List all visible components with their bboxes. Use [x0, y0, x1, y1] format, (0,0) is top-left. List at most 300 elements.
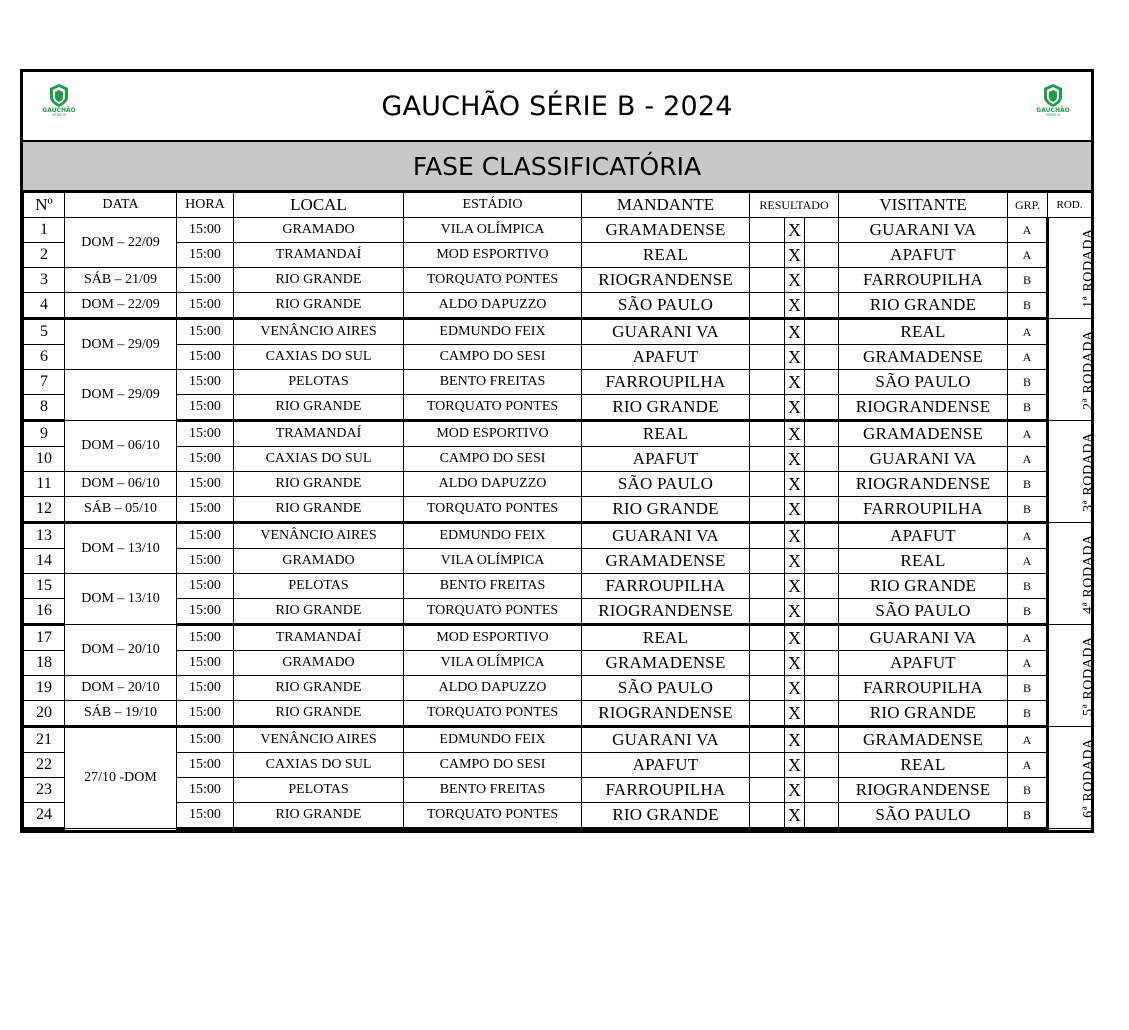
home-team: APAFUT — [582, 345, 750, 370]
home-score — [750, 676, 785, 701]
away-score — [805, 574, 839, 599]
away-team: RIO GRANDE — [839, 293, 1008, 319]
logo-subtext: SÉRIE B — [1046, 113, 1060, 117]
game-stadium: BENTO FREITAS — [404, 574, 582, 599]
home-score — [750, 727, 785, 753]
home-team: GRAMADENSE — [582, 218, 750, 243]
home-team: APAFUT — [582, 447, 750, 472]
shield-logo-icon — [37, 82, 81, 116]
home-team: GUARANI VA — [582, 319, 750, 345]
home-team: GRAMADENSE — [582, 549, 750, 574]
phase-banner — [23, 142, 1091, 192]
game-group: B — [1008, 395, 1048, 421]
home-score — [750, 625, 785, 651]
home-team: SÃO PAULO — [582, 676, 750, 701]
away-score — [805, 497, 839, 523]
away-team: RIO GRANDE — [839, 574, 1008, 599]
table-row — [24, 447, 1092, 472]
game-city: PELOTAS — [234, 370, 404, 395]
away-team: REAL — [839, 753, 1008, 778]
game-date: 27/10 -DOM — [65, 727, 177, 829]
away-team: APAFUT — [839, 243, 1008, 268]
game-number: 18 — [24, 651, 65, 676]
game-group: A — [1008, 523, 1048, 549]
round-cell — [1048, 218, 1096, 319]
home-score — [750, 753, 785, 778]
game-city: GRAMADO — [234, 218, 404, 243]
game-date: DOM – 29/09 — [65, 319, 177, 370]
game-date: DOM – 13/10 — [65, 523, 177, 574]
game-time: 15:00 — [177, 523, 234, 549]
result-separator: X — [785, 727, 805, 753]
game-group: A — [1008, 727, 1048, 753]
away-team: SÃO PAULO — [839, 599, 1008, 625]
game-city: RIO GRANDE — [234, 497, 404, 523]
game-stadium: TORQUATO PONTES — [404, 701, 582, 727]
table-row — [24, 574, 1092, 599]
away-team: GUARANI VA — [839, 625, 1008, 651]
game-number: 7 — [24, 370, 65, 395]
game-city: CAXIAS DO SUL — [234, 345, 404, 370]
home-score — [750, 599, 785, 625]
result-separator: X — [785, 293, 805, 319]
col-header-hora: HORA — [177, 193, 234, 218]
home-score — [750, 293, 785, 319]
result-separator: X — [785, 421, 805, 447]
table-row — [24, 293, 1092, 319]
table-row — [24, 778, 1092, 803]
game-group: B — [1008, 370, 1048, 395]
home-team: RIOGRANDENSE — [582, 599, 750, 625]
table-row — [24, 345, 1092, 370]
home-team: REAL — [582, 625, 750, 651]
game-stadium: TORQUATO PONTES — [404, 268, 582, 293]
game-number: 21 — [24, 727, 65, 753]
result-separator: X — [785, 599, 805, 625]
home-team: REAL — [582, 421, 750, 447]
table-row — [24, 497, 1092, 523]
game-group: B — [1008, 599, 1048, 625]
game-group: B — [1008, 293, 1048, 319]
game-city: RIO GRANDE — [234, 701, 404, 727]
game-number: 8 — [24, 395, 65, 421]
game-city: CAXIAS DO SUL — [234, 447, 404, 472]
game-number: 6 — [24, 345, 65, 370]
away-score — [805, 293, 839, 319]
game-stadium: CAMPO DO SESI — [404, 345, 582, 370]
game-group: A — [1008, 651, 1048, 676]
game-group: B — [1008, 497, 1048, 523]
result-separator: X — [785, 625, 805, 651]
away-score — [805, 472, 839, 497]
game-stadium: EDMUNDO FEIX — [404, 727, 582, 753]
result-separator: X — [785, 472, 805, 497]
away-team: FARROUPILHA — [839, 497, 1008, 523]
home-score — [750, 218, 785, 243]
gauchao-logo-left — [37, 82, 81, 116]
game-city: GRAMADO — [234, 651, 404, 676]
game-city: TRAMANDAÍ — [234, 625, 404, 651]
game-stadium: VILA OLÍMPICA — [404, 549, 582, 574]
home-score — [750, 523, 785, 549]
away-score — [805, 395, 839, 421]
game-group: B — [1008, 778, 1048, 803]
game-number: 24 — [24, 803, 65, 829]
game-city: RIO GRANDE — [234, 268, 404, 293]
home-score — [750, 472, 785, 497]
game-number: 1 — [24, 218, 65, 243]
away-team: GRAMADENSE — [839, 727, 1008, 753]
col-header-local: LOCAL — [234, 193, 404, 218]
game-city: GRAMADO — [234, 549, 404, 574]
home-score — [750, 421, 785, 447]
game-stadium: TORQUATO PONTES — [404, 803, 582, 829]
round-label: 3ª RODADA — [1080, 431, 1096, 512]
away-team: RIOGRANDENSE — [839, 778, 1008, 803]
home-score — [750, 345, 785, 370]
game-group: A — [1008, 421, 1048, 447]
away-score — [805, 676, 839, 701]
game-group: A — [1008, 319, 1048, 345]
game-date: DOM – 06/10 — [65, 421, 177, 472]
table-row — [24, 701, 1092, 727]
game-stadium: TORQUATO PONTES — [404, 599, 582, 625]
game-time: 15:00 — [177, 472, 234, 497]
game-city: RIO GRANDE — [234, 472, 404, 497]
home-team: RIO GRANDE — [582, 497, 750, 523]
result-separator: X — [785, 523, 805, 549]
game-group: A — [1008, 218, 1048, 243]
game-time: 15:00 — [177, 778, 234, 803]
game-group: A — [1008, 625, 1048, 651]
game-stadium: MOD ESPORTIVO — [404, 625, 582, 651]
game-stadium: VILA OLÍMPICA — [404, 218, 582, 243]
game-time: 15:00 — [177, 243, 234, 268]
game-number: 5 — [24, 319, 65, 345]
schedule-sheet — [20, 69, 1094, 833]
game-group: B — [1008, 676, 1048, 701]
game-number: 2 — [24, 243, 65, 268]
table-header-row — [24, 193, 1092, 218]
game-date: SÁB – 21/09 — [65, 268, 177, 293]
game-stadium: ALDO DAPUZZO — [404, 293, 582, 319]
game-time: 15:00 — [177, 701, 234, 727]
col-header-num: Nº — [24, 193, 65, 218]
game-time: 15:00 — [177, 651, 234, 676]
game-date: DOM – 06/10 — [65, 472, 177, 497]
game-stadium: ALDO DAPUZZO — [404, 472, 582, 497]
table-row — [24, 268, 1092, 293]
game-stadium: MOD ESPORTIVO — [404, 421, 582, 447]
away-team: GUARANI VA — [839, 218, 1008, 243]
table-row — [24, 727, 1092, 753]
away-team: FARROUPILHA — [839, 676, 1008, 701]
result-separator: X — [785, 447, 805, 472]
away-score — [805, 370, 839, 395]
away-team: RIO GRANDE — [839, 701, 1008, 727]
away-score — [805, 243, 839, 268]
game-time: 15:00 — [177, 803, 234, 829]
away-score — [805, 447, 839, 472]
away-team: REAL — [839, 319, 1008, 345]
result-separator: X — [785, 345, 805, 370]
game-group: B — [1008, 574, 1048, 599]
game-city: PELOTAS — [234, 778, 404, 803]
game-number: 17 — [24, 625, 65, 651]
away-team: RIOGRANDENSE — [839, 472, 1008, 497]
home-team: RIO GRANDE — [582, 395, 750, 421]
game-stadium: BENTO FREITAS — [404, 778, 582, 803]
game-time: 15:00 — [177, 421, 234, 447]
away-score — [805, 319, 839, 345]
result-separator: X — [785, 370, 805, 395]
game-time: 15:00 — [177, 447, 234, 472]
schedule-table — [23, 192, 1096, 830]
game-time: 15:00 — [177, 268, 234, 293]
game-time: 15:00 — [177, 345, 234, 370]
col-header-mandante: MANDANTE — [582, 193, 750, 218]
away-score — [805, 625, 839, 651]
result-separator: X — [785, 497, 805, 523]
home-team: GRAMADENSE — [582, 651, 750, 676]
game-number: 3 — [24, 268, 65, 293]
game-date: DOM – 22/09 — [65, 218, 177, 268]
home-team: GUARANI VA — [582, 523, 750, 549]
game-time: 15:00 — [177, 319, 234, 345]
col-header-grp: GRP. — [1008, 193, 1048, 218]
away-score — [805, 778, 839, 803]
game-stadium: EDMUNDO FEIX — [404, 319, 582, 345]
table-row — [24, 523, 1092, 549]
away-team: SÃO PAULO — [839, 370, 1008, 395]
game-group: B — [1008, 268, 1048, 293]
away-score — [805, 701, 839, 727]
home-score — [750, 243, 785, 268]
table-row — [24, 243, 1092, 268]
game-stadium: TORQUATO PONTES — [404, 395, 582, 421]
away-team: SÃO PAULO — [839, 803, 1008, 829]
game-number: 14 — [24, 549, 65, 574]
game-date: SÁB – 05/10 — [65, 497, 177, 523]
game-group: B — [1008, 472, 1048, 497]
away-score — [805, 218, 839, 243]
away-team: GUARANI VA — [839, 447, 1008, 472]
result-separator: X — [785, 268, 805, 293]
game-group: B — [1008, 803, 1048, 829]
game-city: RIO GRANDE — [234, 293, 404, 319]
game-stadium: MOD ESPORTIVO — [404, 243, 582, 268]
game-city: VENÂNCIO AIRES — [234, 523, 404, 549]
home-team: FARROUPILHA — [582, 370, 750, 395]
logo-subtext: SÉRIE B — [52, 113, 66, 117]
away-team: REAL — [839, 549, 1008, 574]
away-team: FARROUPILHA — [839, 268, 1008, 293]
table-row — [24, 218, 1092, 243]
round-label: 2ª RODADA — [1080, 329, 1096, 410]
schedule-body — [24, 218, 1096, 829]
game-group: B — [1008, 701, 1048, 727]
game-stadium: CAMPO DO SESI — [404, 447, 582, 472]
game-date: DOM – 20/10 — [65, 625, 177, 676]
table-row — [24, 421, 1092, 447]
game-group: A — [1008, 447, 1048, 472]
game-group: A — [1008, 243, 1048, 268]
table-row — [24, 472, 1092, 497]
away-team: APAFUT — [839, 523, 1008, 549]
home-score — [750, 549, 785, 574]
away-score — [805, 803, 839, 829]
game-group: A — [1008, 753, 1048, 778]
away-score — [805, 727, 839, 753]
round-cell — [1048, 727, 1096, 829]
gauchao-logo-right — [1031, 82, 1075, 116]
phase-title: FASE CLASSIFICATÓRIA — [412, 151, 702, 181]
game-time: 15:00 — [177, 370, 234, 395]
game-number: 15 — [24, 574, 65, 599]
result-separator: X — [785, 651, 805, 676]
result-separator: X — [785, 218, 805, 243]
table-row — [24, 599, 1092, 625]
away-score — [805, 268, 839, 293]
away-team: APAFUT — [839, 651, 1008, 676]
home-team: RIO GRANDE — [582, 803, 750, 829]
logo-text: GAUCHÃO — [42, 107, 76, 114]
home-score — [750, 497, 785, 523]
home-team: SÃO PAULO — [582, 293, 750, 319]
game-stadium: VILA OLÍMPICA — [404, 651, 582, 676]
game-number: 11 — [24, 472, 65, 497]
round-cell — [1048, 523, 1096, 625]
game-number: 10 — [24, 447, 65, 472]
away-score — [805, 549, 839, 574]
home-score — [750, 651, 785, 676]
game-time: 15:00 — [177, 395, 234, 421]
home-score — [750, 447, 785, 472]
home-score — [750, 701, 785, 727]
round-cell — [1048, 319, 1096, 421]
away-score — [805, 421, 839, 447]
round-cell — [1048, 625, 1096, 727]
round-label: 4ª RODADA — [1080, 533, 1096, 614]
game-group: A — [1008, 549, 1048, 574]
game-time: 15:00 — [177, 599, 234, 625]
home-team: APAFUT — [582, 753, 750, 778]
game-time: 15:00 — [177, 549, 234, 574]
home-team: FARROUPILHA — [582, 574, 750, 599]
result-separator: X — [785, 778, 805, 803]
game-city: CAXIAS DO SUL — [234, 753, 404, 778]
home-score — [750, 395, 785, 421]
table-row — [24, 395, 1092, 421]
game-number: 16 — [24, 599, 65, 625]
game-time: 15:00 — [177, 574, 234, 599]
game-city: VENÂNCIO AIRES — [234, 727, 404, 753]
game-city: RIO GRANDE — [234, 676, 404, 701]
game-time: 15:00 — [177, 497, 234, 523]
col-header-rod: ROD. — [1048, 193, 1092, 218]
table-row — [24, 803, 1092, 829]
home-score — [750, 574, 785, 599]
table-row — [24, 625, 1092, 651]
result-separator: X — [785, 243, 805, 268]
game-stadium: ALDO DAPUZZO — [404, 676, 582, 701]
game-stadium: BENTO FREITAS — [404, 370, 582, 395]
logo-text: GAUCHÃO — [1036, 107, 1070, 114]
away-score — [805, 753, 839, 778]
game-date: DOM – 20/10 — [65, 676, 177, 701]
game-time: 15:00 — [177, 218, 234, 243]
away-score — [805, 651, 839, 676]
table-row — [24, 549, 1092, 574]
round-label: 5ª RODADA — [1080, 635, 1096, 716]
home-team: RIOGRANDENSE — [582, 701, 750, 727]
table-row — [24, 370, 1092, 395]
game-number: 20 — [24, 701, 65, 727]
col-header-estadio: ESTÁDIO — [404, 193, 582, 218]
away-team: RIOGRANDENSE — [839, 395, 1008, 421]
game-number: 22 — [24, 753, 65, 778]
away-score — [805, 599, 839, 625]
result-separator: X — [785, 701, 805, 727]
game-stadium: EDMUNDO FEIX — [404, 523, 582, 549]
game-stadium: TORQUATO PONTES — [404, 497, 582, 523]
result-separator: X — [785, 753, 805, 778]
away-team: GRAMADENSE — [839, 421, 1008, 447]
result-separator: X — [785, 574, 805, 599]
game-date: DOM – 13/10 — [65, 574, 177, 625]
game-date: DOM – 29/09 — [65, 370, 177, 421]
game-city: RIO GRANDE — [234, 803, 404, 829]
game-stadium: CAMPO DO SESI — [404, 753, 582, 778]
page-title: GAUCHÃO SÉRIE B - 2024 — [381, 90, 733, 122]
col-header-visitante: VISITANTE — [839, 193, 1008, 218]
table-row — [24, 753, 1092, 778]
game-number: 13 — [24, 523, 65, 549]
home-score — [750, 778, 785, 803]
round-label: 1ª RODADA — [1080, 228, 1096, 308]
result-separator: X — [785, 395, 805, 421]
away-score — [805, 523, 839, 549]
home-team: FARROUPILHA — [582, 778, 750, 803]
game-group: A — [1008, 345, 1048, 370]
result-separator: X — [785, 319, 805, 345]
col-header-data: DATA — [65, 193, 177, 218]
game-city: TRAMANDAÍ — [234, 421, 404, 447]
home-score — [750, 268, 785, 293]
game-city: VENÂNCIO AIRES — [234, 319, 404, 345]
col-header-resultado: RESULTADO — [750, 193, 839, 218]
game-date: DOM – 22/09 — [65, 293, 177, 319]
game-city: TRAMANDAÍ — [234, 243, 404, 268]
game-city: RIO GRANDE — [234, 599, 404, 625]
game-number: 12 — [24, 497, 65, 523]
shield-logo-icon — [1031, 82, 1075, 116]
game-time: 15:00 — [177, 293, 234, 319]
home-score — [750, 370, 785, 395]
game-number: 19 — [24, 676, 65, 701]
home-team: SÃO PAULO — [582, 472, 750, 497]
result-separator: X — [785, 549, 805, 574]
away-score — [805, 345, 839, 370]
home-score — [750, 319, 785, 345]
away-team: GRAMADENSE — [839, 345, 1008, 370]
table-row — [24, 319, 1092, 345]
round-label: 6ª RODADA — [1080, 737, 1096, 818]
game-number: 4 — [24, 293, 65, 319]
home-team: GUARANI VA — [582, 727, 750, 753]
result-separator: X — [785, 676, 805, 701]
home-score — [750, 803, 785, 829]
